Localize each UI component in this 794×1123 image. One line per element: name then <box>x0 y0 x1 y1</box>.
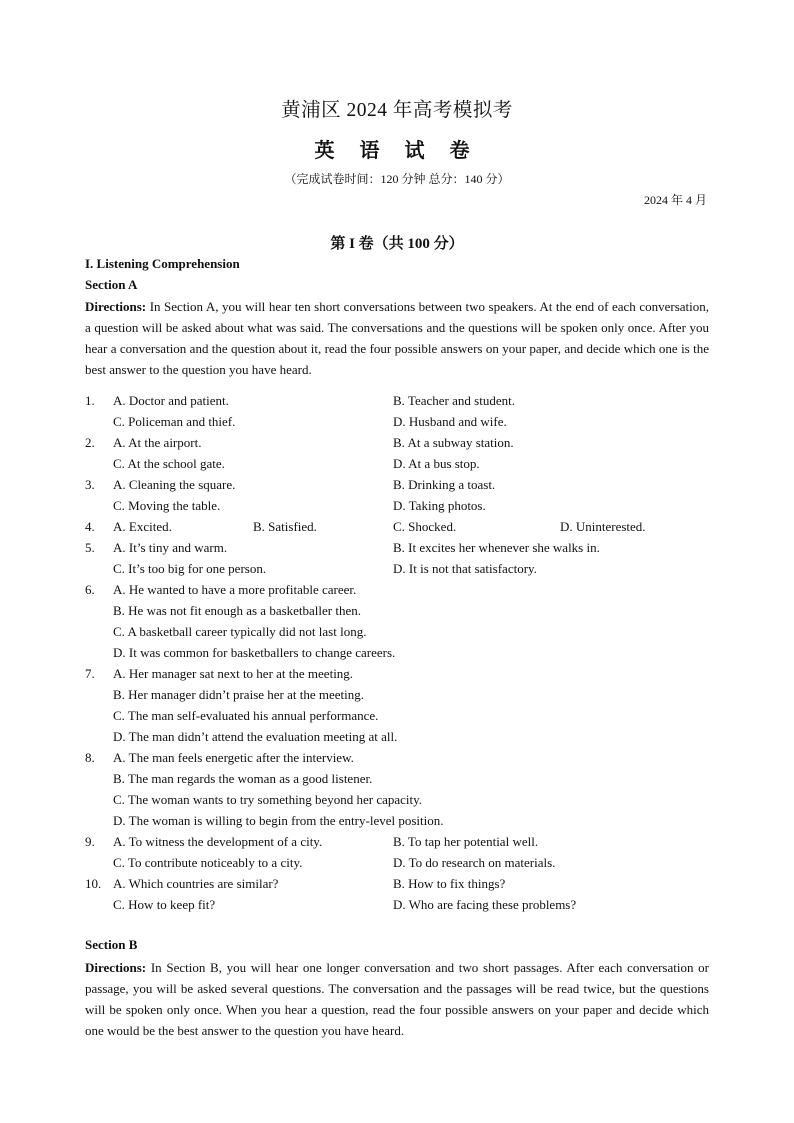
option-a: A. The man feels energetic after the interview. <box>113 750 354 765</box>
exam-title: 黄浦区 2024 年高考模拟考 <box>281 100 513 121</box>
option-d: D. To do research on materials. <box>393 855 556 870</box>
option-b: B. To tap her potential well. <box>393 834 539 849</box>
option-c: C. Moving the table. <box>113 498 221 513</box>
directions-text: In Section B, you will hear one longer conversation and two short passages. After each conversation or passage, you will be asked several questions. The conversation and the passages will be read twice, but the questions will be spoken only once. When you hear a question, read the four possible answers on your paper and decide which one would be the best answer to the question you have heard. <box>85 960 709 1038</box>
option-c: C. How to keep fit? <box>113 897 216 912</box>
option-b: B. He was not fit enough as a basketballer then. <box>113 603 362 618</box>
option-d: D. Uninterested. <box>560 519 646 534</box>
question-number: 6. <box>85 582 95 597</box>
option-b: B. How to fix things? <box>393 876 506 891</box>
question-number: 10. <box>85 876 102 891</box>
directions-text: In Section A, you will hear ten short conversations between two speakers. At the end of each conversation, a question will be asked about what was said. The conversations and the questions will be spoken only once. After you hear a conversation and the question about it, read the four possible answers on your paper, and decide which one is the best answer to the question you have heard. <box>85 299 710 377</box>
exam-subject: 英 语 试 卷 <box>314 140 480 162</box>
question-number: 7. <box>85 666 95 681</box>
exam-date: 2024 年 4 月 <box>643 193 707 207</box>
option-c: C. Shocked. <box>393 519 457 534</box>
option-a: A. Excited. <box>113 519 172 534</box>
directions-label: Directions: <box>85 960 147 975</box>
option-b: B. Her manager didn’t praise her at the meeting. <box>113 687 365 702</box>
option-d: D. The man didn’t attend the evaluation meeting at all. <box>113 729 398 744</box>
exam-meta: （完成试卷时间：120 分钟 总分：140 分） <box>284 172 510 186</box>
option-a: A. Which countries are similar? <box>113 876 279 891</box>
option-c: C. It’s too big for one person. <box>113 561 267 576</box>
section-a-title: Section A <box>85 277 138 292</box>
option-a: A. To witness the development of a city. <box>113 834 323 849</box>
option-c: C. Policeman and thief. <box>113 414 236 429</box>
option-a: A. It’s tiny and warm. <box>113 540 228 555</box>
option-a: A. He wanted to have a more profitable career. <box>113 582 357 597</box>
question-number: 8. <box>85 750 95 765</box>
option-d: D. It was common for basketballers to change careers. <box>113 645 396 660</box>
option-b: B. Satisfied. <box>253 519 317 534</box>
question-number: 5. <box>85 540 95 555</box>
option-c: C. To contribute noticeably to a city. <box>113 855 303 870</box>
section-b-title: Section B <box>85 937 138 952</box>
question-number: 9. <box>85 834 95 849</box>
option-d: D. Who are facing these problems? <box>393 897 577 912</box>
section-b-directions <box>85 957 709 1041</box>
section-a-directions <box>85 296 709 380</box>
option-a: A. At the airport. <box>113 435 202 450</box>
question-number: 2. <box>85 435 95 450</box>
option-c: C. A basketball career typically did not last long. <box>113 624 367 639</box>
option-b: B. At a subway station. <box>393 435 514 450</box>
option-d: D. Husband and wife. <box>393 414 507 429</box>
question-number: 1. <box>85 393 95 408</box>
section-heading-listening: I. Listening Comprehension <box>85 256 240 271</box>
option-b: B. Teacher and student. <box>393 393 515 408</box>
option-b: B. It excites her whenever she walks in. <box>393 540 600 555</box>
part-title: 第 I 卷（共 100 分） <box>330 236 464 252</box>
option-a: A. Doctor and patient. <box>113 393 229 408</box>
option-d: D. It is not that satisfactory. <box>393 561 537 576</box>
option-a: A. Cleaning the square. <box>113 477 236 492</box>
option-c: C. At the school gate. <box>113 456 225 471</box>
option-d: D. At a bus stop. <box>393 456 480 471</box>
option-a: A. Her manager sat next to her at the meeting. <box>113 666 354 681</box>
directions-label: Directions: <box>85 299 147 314</box>
option-b: B. The man regards the woman as a good listener. <box>113 771 373 786</box>
question-number: 4. <box>85 519 95 534</box>
question-number: 3. <box>85 477 95 492</box>
option-d: D. Taking photos. <box>393 498 486 513</box>
option-c: C. The woman wants to try something beyond her capacity. <box>113 792 423 807</box>
option-c: C. The man self-evaluated his annual performance. <box>113 708 379 723</box>
option-d: D. The woman is willing to begin from the entry-level position. <box>113 813 444 828</box>
option-b: B. Drinking a toast. <box>393 477 496 492</box>
